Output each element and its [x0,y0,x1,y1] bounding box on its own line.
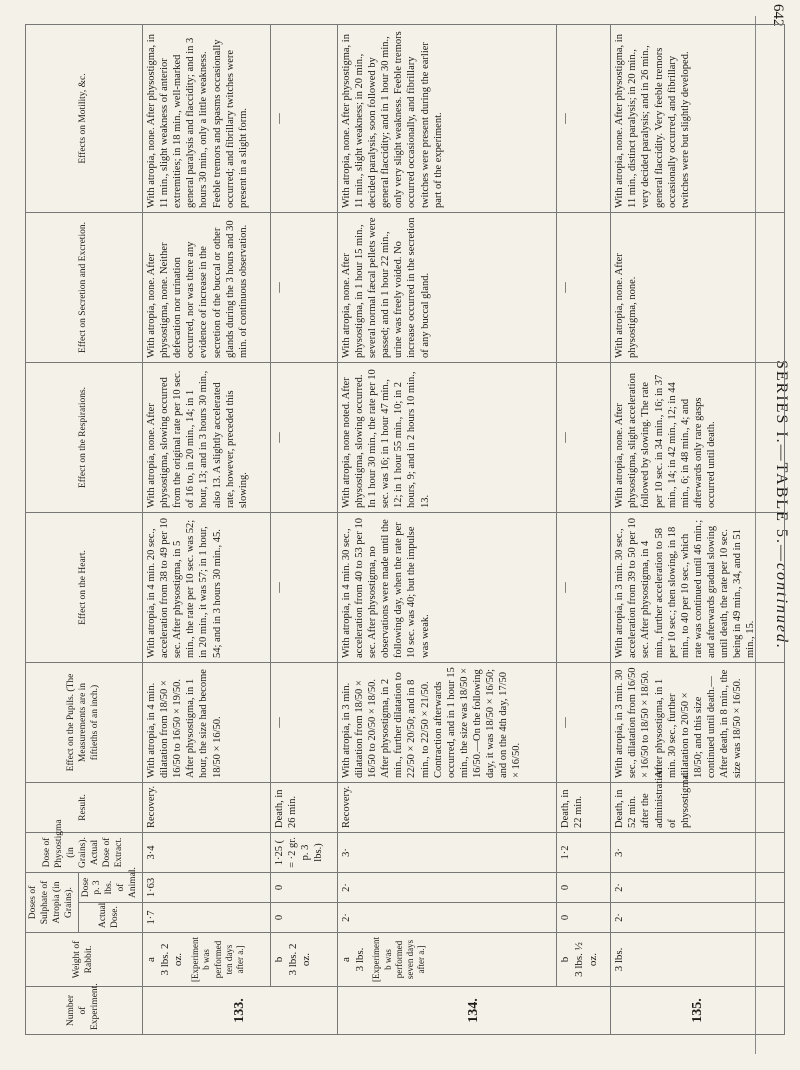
header-doses-group: Doses of Sulphate of Atropia (in Grains). [26,873,79,933]
result: Recovery. [337,783,557,833]
header-respirations: Effect on the Respirations. [26,363,143,513]
physostigma-dose: 1·2 [557,833,611,873]
heart-effect: With atropia, in 4 min. 30 sec., acceleration from 40 to 53 per 10 sec. After physostigma, no observations were made until the following day, when the rate per 10 sec. was 40; but the impulse was weak. [337,513,557,663]
actual-dose: 0 [557,903,611,933]
weight-cell [270,933,337,987]
physostigma-dose: 3· [337,833,557,873]
physostigma-dose: 3· [611,833,785,873]
respirations-effect: With atropia, none. After physostigma, slowing occurred from the original rate per 10 sec. of 16 to, in 20 min., 14; in 1 hour, 13; and in 3 hours 30 min., also 13. A slightly accelerated rate, however, preceded this slowing. [142,363,270,513]
actual-dose: 2· [611,903,785,933]
dose-per-3lbs: 2· [337,873,557,903]
dose-per-3lbs: 0 [270,873,337,903]
pupils-effect: With atropia, in 4 min. dilatation from 18/50 × 16/50 to 16/50 × 19/50. After physostigma, in 1 hour, the size had become 18/50 × 16/50. [142,663,270,783]
secretion-effect: — [270,213,337,363]
header-number: Number of Experiment. [26,987,143,1035]
weight-cell [557,933,611,987]
sub-letter: b [559,956,572,963]
table-row [557,25,611,1035]
table-row [611,25,785,1035]
header-pupils: Effect on the Pupils. (The Measurements are in fiftieths of an inch.) [26,663,143,783]
actual-dose: 0 [270,903,337,933]
respirations-effect: With atropia, none noted. After physostigma, slowing occurred. In 1 hour 30 min., the rate per 10 sec. was 16; in 1 hour 47 min., 12; in 1 hour 55 min., 10; in 2 hours, 9; and in 2 hours 10 min., 13. [337,363,557,513]
pupils-effect: — [270,663,337,783]
dose-per-3lbs: 0 [557,873,611,903]
table-row [270,25,337,1035]
header-weight: Weight of Rabbit. [26,933,143,987]
secretion-effect: — [557,213,611,363]
weight-cell [337,933,557,987]
weight-cell [142,933,270,987]
physostigma-dose: 1·25 ( = ·2 gr. p. 3 lbs.) [270,833,337,873]
secretion-effect: With atropia, none. After physostigma, none. Neither defecation nor urination occurred, nor was there any evidence of increase in the secretion of the buccal or other glands during the 3 hours and 30 min. of continuous observation. [142,213,270,363]
weight-value: 3 lbs. [353,947,366,972]
motility-effect: With atropia, none. After physostigma, in 11 min., slight weakness of anterior extremities; in 18 min., well-marked general paralysis and flaccidity; and in 3 hours 30 min., only a little weakness. Feeble tremors and spasms occasionally occurred; and fibrillary twitches were present in a slight form. [142,25,270,213]
motility-effect: With atropia, none. After physostigma, in 11 min., distinct paralysis; in 20 min., very decided paralysis; and in 26 min., general flaccidity. Very feeble tremors occasionally occurred, and fibrillary twitches were but slightly developed. [611,25,785,213]
heart-effect: — [270,513,337,663]
result: Death, in 22 min. [557,783,611,833]
dose-per-3lbs: 1·63 [142,873,270,903]
weight-value: 3 lbs. 2 oz. [286,943,313,976]
experiment-number: 133. [142,987,337,1035]
table-row [337,25,557,1035]
weight-cell [611,933,785,987]
physostigma-dose: 3·4 [142,833,270,873]
experiment-number: 135. [611,987,785,1035]
running-head-title: SERIES I.—TABLE 5.— [773,360,790,563]
actual-dose: 2· [337,903,557,933]
pupils-effect: — [557,663,611,783]
actual-dose: 1·7 [142,903,270,933]
weight-note: [Experiment b was performed seven days after a.] [371,937,427,982]
weight-value: 3 lbs. 2 oz. [158,943,185,976]
header-heart: Effect on the Heart. [26,513,143,663]
motility-effect: — [557,25,611,213]
respirations-effect: — [557,363,611,513]
header-secretion: Effect on Secretion and Excretion. [26,213,143,363]
result: Recovery. [142,783,270,833]
secretion-effect: With atropia, none. After physostigma, in 1 hour 15 min., several normal fæcal pellets were passed; and in 1 hour 22 min., urine was freely voided. No increase occurred in the secretion of any buccal gland. [337,213,557,363]
respirations-effect: — [270,363,337,513]
dose-per-3lbs: 2· [611,873,785,903]
weight-value: 3 lbs. [613,947,626,972]
table-row [142,25,270,1035]
running-head-continued: continued. [773,562,790,651]
header-row [26,25,79,1035]
header-physostigma: Dose of Physostigma (in Grains). Actual Dose of Extract. [26,833,143,873]
heart-effect: With atropia, in 4 min. 20 sec., acceleration from 38 to 49 per 10 sec. After physostigma, in 5 min., the rate per 10 sec. was 52; in 20 min., it was 57; in 1 hour, 54; and in 3 hours 30 min., 45. [142,513,270,663]
header-dose-per-3lbs: Dose p. 3 lbs. of Animal. [78,873,142,903]
rotated-table-container [25,25,785,1035]
header-result: Result. [26,783,143,833]
pupils-effect: With atropia, in 3 min. dilatation from 18/50 × 16/50 to 20/50 × 18/50. After physostigma, in 2 min., further dilatation to 22/50 × 20/50; and in 8 min., to 22/50 × 21/50. Contraction afterwards occurred, and in 1 hour 15 min., the size was 18/50 × 16/50.—On the following day, it was 18/50 × 16/50; and on the 4th day, 17/50 × 16/50. [337,663,557,783]
experiment-number: 134. [337,987,610,1035]
page-number: 642 [770,4,786,27]
weight-note: [Experiment b was performed ten days after a.] [190,937,246,982]
header-actual-dose: Actual Dose. [78,903,142,933]
sub-letter: a [339,957,352,962]
motility-effect: With atropia, none. After physostigma, in 11 min., slight weakness; in 20 min., decided paralysis, soon followed by general flaccidity; and in 1 hour 30 min., only very slight weakness. Feeble tremors occurred occasionally, and fibrillary twitches were present during the earlier part of the experiment. [337,25,557,213]
sub-letter: a [144,957,157,962]
weight-value: 3 lbs. ½ oz. [573,942,599,977]
result: Death, in 26 min. [270,783,337,833]
pupils-effect: With atropia, in 3 min. 30 sec., dilatation from 16/50 × 16/50 to 18/50 × 18/50. After physostigma, in 1 min. 30 sec., further dilatation to 20/50 × 18/50; and this size continued until death.—After death, in 8 min., the size was 18/50 × 16/50. [611,663,785,783]
header-motility: Effects on Motility, &c. [26,25,143,213]
result: Death, in 52 min. after the administration of physostigma. [611,783,785,833]
experiment-table [25,24,785,1035]
respirations-effect: With atropia, none. After physostigma, slight acceleration followed by slowing. The rate per 10 sec. in 34 min., 16; in 37 min., 14; in 42 min., 12; in 44 min., 6; in 48 min., 4; and afterwards only rare gasps occurred until death. [611,363,785,513]
secretion-effect: With atropia, none. After physostigma, none. [611,213,785,363]
heart-effect: With atropia, in 3 min. 30 sec., acceleration from 39 to 50 per 10 sec. After physostigma, in 4 min., further acceleration to 58 per 10 sec.; then slowing, in 18 min., to 40 per 10 sec., which rate was continued until 46 min.; and afterwards gradual slowing until death, the rate per 10 sec. being in 49 min., 34, and in 51 min., 15. [611,513,785,663]
motility-effect: — [270,25,337,213]
heart-effect: — [557,513,611,663]
sub-letter: b [272,956,285,963]
